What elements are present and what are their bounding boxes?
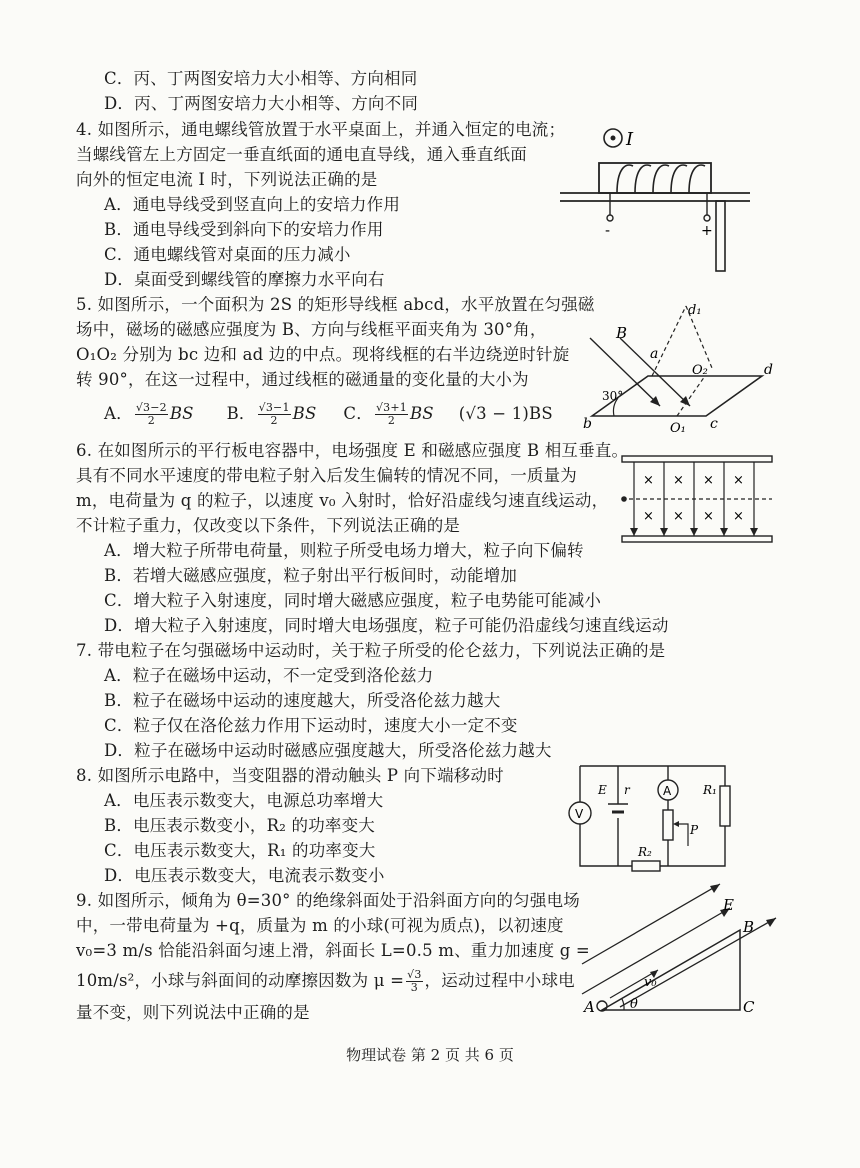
plus-label: + (701, 223, 713, 239)
q4-option-d: D．桌面受到螺线管的摩擦力水平向右 (104, 270, 385, 289)
angle-label: 30° (602, 389, 624, 403)
q8-option-d: D．电压表示数变大，电流表示数变小 (104, 866, 385, 885)
e-label: E (723, 896, 734, 914)
svg-text:×: × (703, 473, 714, 488)
minus-label: - (605, 223, 611, 239)
field-line (582, 884, 720, 964)
q4-solenoid-figure (555, 118, 785, 278)
page-footer: 物理试卷 第 2 页 共 6 页 (346, 1046, 514, 1064)
q8-circuit-figure (560, 758, 745, 876)
q9-stem-line1: 9. 如图所示，倾角为 θ=30° 的绝缘斜面处于沿斜面方向的匀强电场 (76, 891, 580, 910)
q4-option-c: C．通电螺线管对桌面的压力减小 (104, 245, 351, 264)
q9-stem-line4: 10m/s²，小球与斜面间的动摩擦因数为 μ = $\frac{√3}{3}$ ，运动过程中小球电 (76, 968, 575, 994)
resistor-r1 (702, 783, 730, 856)
battery (597, 783, 631, 812)
q7-option-d: D．粒子在磁场中运动时磁感应强度越大，所受洛伦兹力越大 (104, 741, 552, 760)
q5-stem-line1: 5. 如图所示，一个面积为 2S 的矩形导线框 abcd，水平放置在匀强磁 (76, 295, 595, 314)
svg-text:×: × (673, 473, 684, 488)
q5-stem-line2: 场中，磁场的磁感应强度为 B、方向与线框平面夹角为 30°角， (76, 320, 547, 339)
q5-option-d: (√3 − 1)BS (458, 404, 553, 423)
q7-option-b: B．粒子在磁场中运动的速度越大，所受洛伦兹力越大 (104, 691, 501, 710)
q4-option-b: B．通电导线受到斜向下的安培力作用 (104, 220, 384, 239)
q6-capacitor-figure (618, 452, 776, 548)
q7-option-c: C．粒子仅在洛伦兹力作用下运动时，速度大小一定不变 (104, 716, 518, 735)
particle (621, 496, 627, 502)
q4-option-a: A．通电导线受到竖直向上的安培力作用 (104, 195, 401, 214)
q4-stem-line3: 向外的恒定电流 I 时，下列说法正确的是 (76, 170, 378, 189)
q6-option-a: A．增大粒子所带电荷量，则粒子所受电场力增大，粒子向下偏转 (104, 541, 584, 560)
current-label: I (626, 129, 634, 150)
d1-label: d₁ (688, 303, 702, 318)
b-label: B (616, 324, 628, 342)
q9-incline-figure (580, 882, 780, 1022)
q4-stem-line1: 4. 如图所示，通电螺线管放置于水平桌面上，并通入恒定的电流； (76, 120, 566, 139)
q6-option-d: D．增大粒子入射速度，同时增大电场强度，粒子可能仍沿虚线匀速直线运动 (104, 616, 669, 635)
svg-text:r: r (624, 783, 630, 797)
ammeter (658, 780, 678, 800)
q7-stem: 7. 带电粒子在匀强磁场中运动时，关于粒子所受的伦仑兹力，下列说法正确的是 (76, 641, 666, 660)
q6-option-b: B．若增大磁感应强度，粒子射出平行板间时，动能增加 (104, 566, 518, 585)
q5-option-a: A． $\frac{√3-2}{2}$ BS (104, 401, 194, 427)
a-label: a (650, 346, 659, 362)
svg-text:E: E (598, 783, 607, 797)
q4-stem-line2: 当螺线管左上方固定一垂直纸面的通电直导线，通入垂直纸面 (76, 145, 527, 164)
q8-option-a: A．电压表示数变大，电源总功率增大 (104, 791, 384, 810)
o1-label: O₁ (670, 421, 686, 436)
q9-stem-line2: 中，一带电荷量为 +q，质量为 m 的小球(可视为质点)，以初速度 (76, 916, 564, 935)
q5-option-c: C． $\frac{√3+1}{2}$ BS (343, 401, 434, 427)
svg-text:×: × (643, 509, 654, 524)
q5-stem-line4: 转 90°，在这一过程中，通过线框的磁通量的变化量的大小为 (76, 370, 529, 389)
o2-label: O₂ (692, 363, 708, 378)
bottom-plate (622, 536, 772, 542)
q7-option-a: A．粒子在磁场中运动，不一定受到洛伦兹力 (104, 666, 434, 685)
q5-stem-line3: O₁O₂ 分别为 bc 边和 ad 边的中点。现将线框的右半边绕逆时针旋 (76, 345, 570, 364)
theta-label: θ (630, 997, 638, 1012)
q8-option-b: B．电压表示数变小，R₂ 的功率变大 (104, 816, 376, 835)
q9-stem-line5: 量不变，则下列说法中正确的是 (76, 1003, 310, 1022)
svg-text:R₁: R₁ (703, 783, 717, 797)
b-corner-label: b (583, 416, 592, 432)
svg-text:×: × (733, 509, 744, 524)
voltmeter (569, 802, 591, 824)
q5-option-b: B． $\frac{√3-1}{2}$ BS (226, 401, 317, 427)
q5-options (104, 402, 553, 427)
b-point-label: B (743, 918, 755, 936)
q6-stem-line4: 不计粒子重力，仅改变以下条件，下列说法正确的是 (76, 516, 461, 535)
svg-text:×: × (643, 473, 654, 488)
q3-option-c: C．丙、丁两图安培力大小相等、方向相同 (104, 69, 418, 88)
svg-text:×: × (703, 509, 714, 524)
top-plate (622, 456, 772, 462)
q5-frame-figure (580, 298, 780, 438)
q6-stem-line1: 6. 在如图所示的平行板电容器中，电场强度 E 和磁感应强度 B 相互垂直。 (76, 441, 629, 460)
d-label: d (764, 362, 773, 378)
table-leg (716, 201, 725, 271)
q6-option-c: C．增大粒子入射速度，同时增大磁感应强度，粒子电势能可能减小 (104, 591, 602, 610)
svg-text:R₂: R₂ (638, 845, 652, 859)
resistor-r2 (632, 845, 660, 871)
q6-stem-line2: 具有不同水平速度的带电粒子射入后发生偏转的情况不同，一质量为 (76, 466, 577, 485)
q3-option-d: D．丙、丁两图安培力大小相等、方向不同 (104, 94, 419, 113)
q8-stem: 8. 如图所示电路中，当变阻器的滑动触头 P 向下端移动时 (76, 766, 504, 785)
c-label: c (710, 416, 718, 432)
svg-text:A: A (663, 784, 672, 798)
svg-text:×: × (673, 509, 684, 524)
svg-text:×: × (733, 473, 744, 488)
svg-text:V: V (575, 807, 584, 821)
svg-text:P: P (690, 823, 699, 837)
q6-stem-line3: m，电荷量为 q 的粒子，以速度 v₀ 入射时，恰好沿虚线匀速直线运动， (76, 491, 609, 510)
c-point-label: C (743, 998, 755, 1016)
v0-label: v₀ (644, 975, 657, 990)
q8-option-c: C．电压表示数变大，R₁ 的功率变大 (104, 841, 376, 860)
q9-stem-line3: v₀=3 m/s 恰能沿斜面匀速上滑，斜面长 L=0.5 m、重力加速度 g = (76, 941, 590, 960)
rheostat-p (663, 810, 699, 846)
mu-fraction: $\frac{√3}{3}$ (407, 968, 422, 994)
a-point-label: A (584, 998, 595, 1016)
